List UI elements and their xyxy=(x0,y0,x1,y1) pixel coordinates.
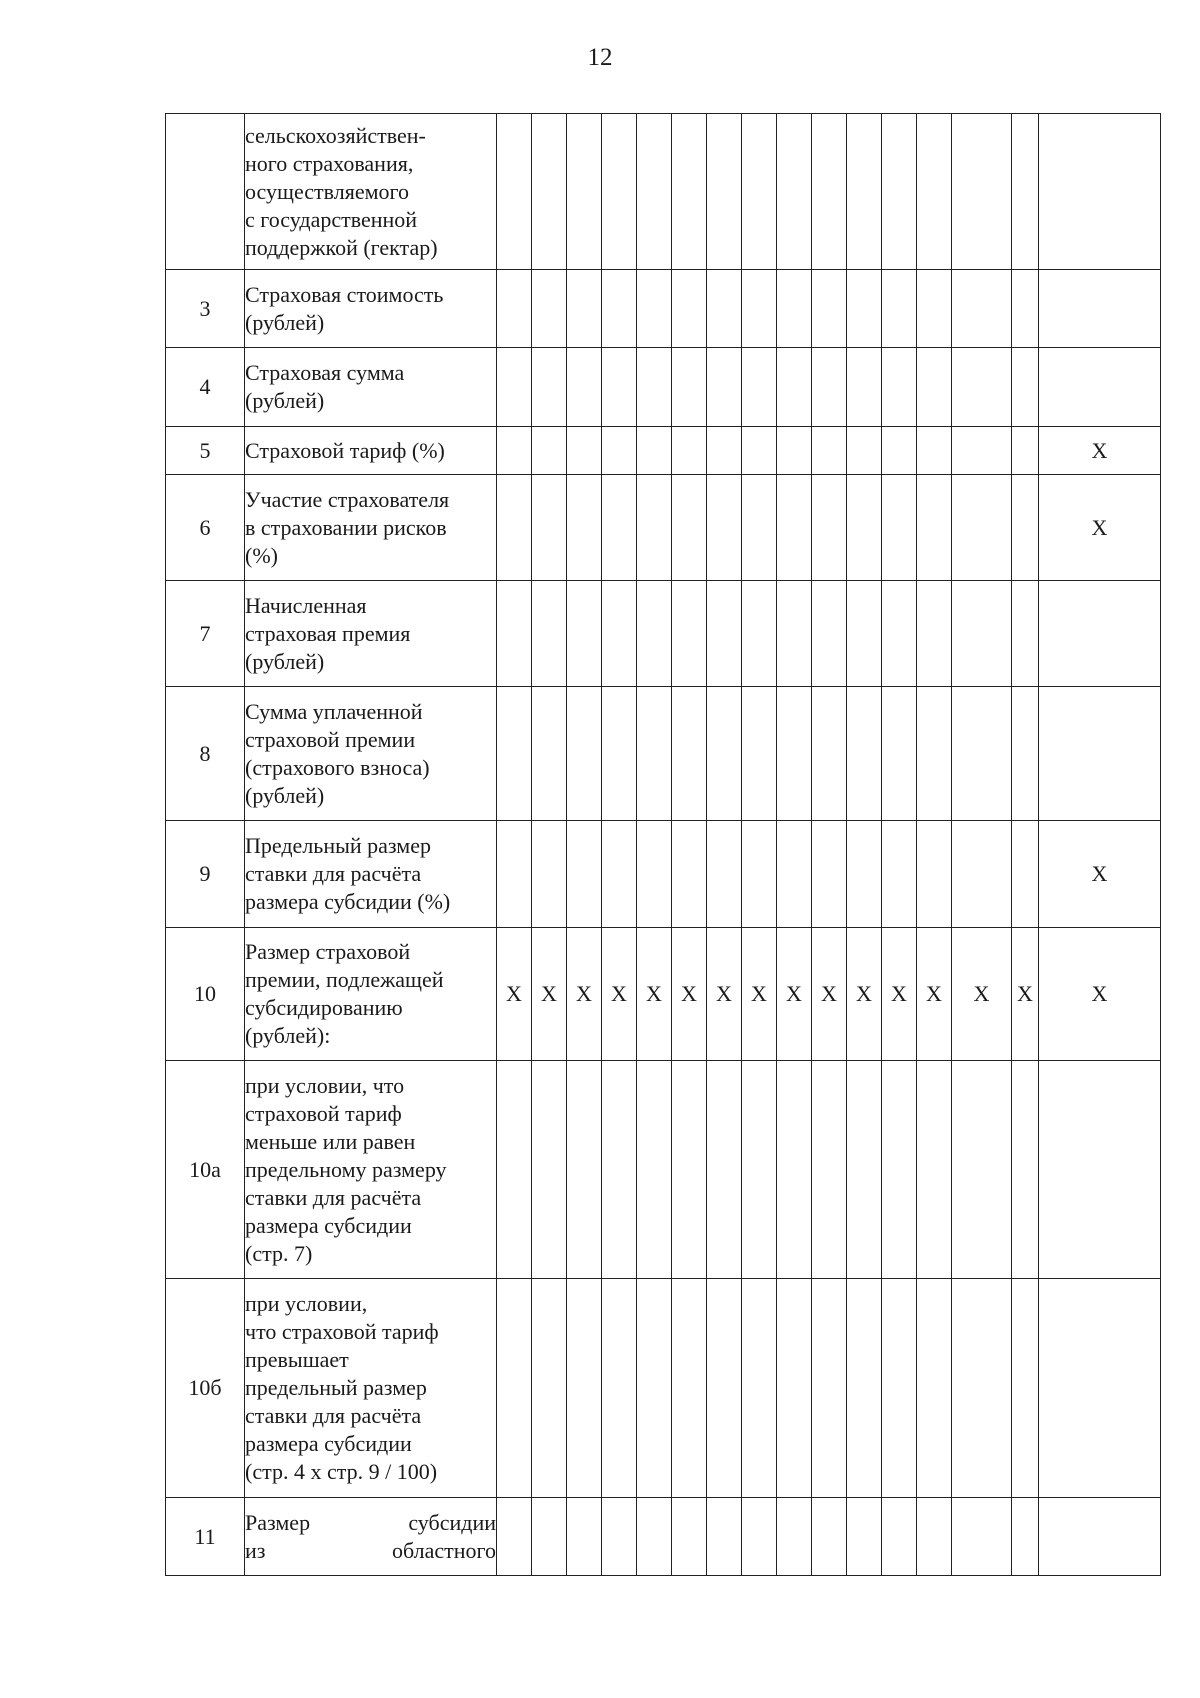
row-number: 10б xyxy=(166,1279,245,1498)
value-cell xyxy=(707,114,742,270)
row-number: 10 xyxy=(166,928,245,1061)
value-cell xyxy=(882,427,917,475)
value-cell xyxy=(812,270,847,348)
value-cell xyxy=(952,114,1012,270)
value-cell xyxy=(847,427,882,475)
value-cell xyxy=(952,821,1012,928)
value-cell xyxy=(847,687,882,821)
x-mark-cell: X xyxy=(777,928,812,1061)
value-cell xyxy=(672,821,707,928)
value-cell xyxy=(777,821,812,928)
value-cell xyxy=(1012,348,1039,427)
row-number: 10а xyxy=(166,1061,245,1279)
value-cell xyxy=(567,821,602,928)
value-cell xyxy=(497,821,532,928)
row-description xyxy=(245,687,497,821)
value-cell xyxy=(1012,270,1039,348)
value-cell xyxy=(812,581,847,687)
value-cell xyxy=(672,1061,707,1279)
value-cell xyxy=(672,1279,707,1498)
value-cell xyxy=(847,348,882,427)
value-cell xyxy=(567,270,602,348)
description-line: предельный размер xyxy=(245,1375,427,1400)
value-cell xyxy=(497,1498,532,1576)
value-cell xyxy=(777,114,812,270)
value-cell xyxy=(777,581,812,687)
row-description xyxy=(245,114,497,270)
value-cell xyxy=(497,427,532,475)
value-cell xyxy=(567,427,602,475)
x-mark-cell: X xyxy=(952,928,1012,1061)
x-mark-cell: X xyxy=(1039,928,1161,1061)
description-line: (рублей): xyxy=(245,1023,331,1048)
x-mark-cell: X xyxy=(1012,928,1039,1061)
table-row xyxy=(166,821,1161,928)
value-cell xyxy=(917,270,952,348)
value-cell xyxy=(602,427,637,475)
value-cell xyxy=(812,114,847,270)
value-cell xyxy=(1039,348,1161,427)
value-cell xyxy=(602,114,637,270)
description-line: размера субсидии (%) xyxy=(245,889,451,914)
value-cell xyxy=(567,1061,602,1279)
value-cell xyxy=(917,1279,952,1498)
value-cell xyxy=(532,114,567,270)
description-line: меньше или равен xyxy=(245,1128,416,1154)
description-line: (рублей) xyxy=(245,388,325,413)
row-number: 4 xyxy=(166,348,245,427)
value-cell xyxy=(637,1061,672,1279)
x-mark-cell: X xyxy=(497,928,532,1061)
description-line: (стр. 4 x стр. 9 / 100) xyxy=(245,1459,438,1484)
value-cell xyxy=(917,1498,952,1576)
x-mark-cell: X xyxy=(847,928,882,1061)
description-line: страховая премия xyxy=(245,620,411,646)
description-line: ного страхования, xyxy=(245,150,414,176)
value-cell xyxy=(497,114,532,270)
description-line: (страхового взноса) xyxy=(245,754,430,780)
x-mark-cell: X xyxy=(917,928,952,1061)
value-cell xyxy=(672,427,707,475)
value-cell xyxy=(812,821,847,928)
value-cell xyxy=(637,1498,672,1576)
value-cell xyxy=(637,114,672,270)
value-cell xyxy=(532,348,567,427)
description-line: размера субсидии xyxy=(245,1212,412,1238)
description-line: при условии, xyxy=(245,1291,368,1316)
subsidy-calculation-table xyxy=(165,113,1161,1576)
value-cell xyxy=(742,348,777,427)
value-cell xyxy=(1039,581,1161,687)
table-row xyxy=(166,581,1161,687)
value-cell xyxy=(952,1061,1012,1279)
value-cell xyxy=(812,1061,847,1279)
value-cell xyxy=(812,1498,847,1576)
description-line: предельному размеру xyxy=(245,1156,447,1182)
value-cell xyxy=(567,1279,602,1498)
row-description xyxy=(245,928,497,1061)
value-cell xyxy=(707,270,742,348)
value-cell xyxy=(847,270,882,348)
x-mark-cell: X xyxy=(637,928,672,1061)
x-mark-cell: X xyxy=(1039,475,1161,581)
value-cell xyxy=(707,1279,742,1498)
value-cell xyxy=(1012,475,1039,581)
value-cell xyxy=(637,1279,672,1498)
value-cell xyxy=(847,821,882,928)
row-number: 5 xyxy=(166,427,245,475)
value-cell xyxy=(532,821,567,928)
description-line: ставки для расчёта xyxy=(245,1184,422,1210)
value-cell xyxy=(532,581,567,687)
value-cell xyxy=(532,270,567,348)
value-cell xyxy=(882,270,917,348)
value-cell xyxy=(1012,581,1039,687)
x-mark-cell: X xyxy=(567,928,602,1061)
value-cell xyxy=(497,1061,532,1279)
value-cell xyxy=(567,1498,602,1576)
value-cell xyxy=(1039,114,1161,270)
value-cell xyxy=(602,475,637,581)
value-cell xyxy=(602,1498,637,1576)
value-cell xyxy=(672,581,707,687)
value-cell xyxy=(882,581,917,687)
value-cell xyxy=(882,1061,917,1279)
x-mark-cell: X xyxy=(882,928,917,1061)
table-row xyxy=(166,114,1161,270)
value-cell xyxy=(847,475,882,581)
value-cell xyxy=(742,270,777,348)
row-description xyxy=(245,1498,497,1576)
x-mark-cell: X xyxy=(707,928,742,1061)
table-row xyxy=(166,427,1161,475)
value-cell xyxy=(1012,427,1039,475)
description-line: с государственной xyxy=(245,206,418,232)
value-cell xyxy=(637,821,672,928)
x-mark-cell: X xyxy=(532,928,567,1061)
value-cell xyxy=(952,581,1012,687)
value-cell xyxy=(742,475,777,581)
value-cell xyxy=(637,348,672,427)
value-cell xyxy=(777,348,812,427)
description-line: ставки для расчёта xyxy=(245,861,422,886)
row-number: 3 xyxy=(166,270,245,348)
value-cell xyxy=(672,270,707,348)
description-line: Предельный размер xyxy=(245,833,431,858)
value-cell xyxy=(882,1498,917,1576)
row-description xyxy=(245,1061,497,1279)
value-cell xyxy=(917,427,952,475)
value-cell xyxy=(882,687,917,821)
value-cell xyxy=(742,1279,777,1498)
row-description xyxy=(245,427,497,475)
value-cell xyxy=(1039,270,1161,348)
value-cell xyxy=(917,475,952,581)
value-cell xyxy=(1039,1061,1161,1279)
value-cell xyxy=(1012,821,1039,928)
description-line: субсидированию xyxy=(245,995,403,1020)
value-cell xyxy=(532,1061,567,1279)
value-cell xyxy=(707,581,742,687)
description-line: Начисленная xyxy=(245,592,367,618)
value-cell xyxy=(1039,687,1161,821)
value-cell xyxy=(672,114,707,270)
value-cell xyxy=(637,270,672,348)
value-cell xyxy=(882,821,917,928)
value-cell xyxy=(742,114,777,270)
value-cell xyxy=(602,1061,637,1279)
value-cell xyxy=(1012,1498,1039,1576)
value-cell xyxy=(742,427,777,475)
value-cell xyxy=(742,581,777,687)
value-cell xyxy=(847,581,882,687)
value-cell xyxy=(847,114,882,270)
value-cell xyxy=(882,114,917,270)
value-cell xyxy=(777,270,812,348)
value-cell xyxy=(812,1279,847,1498)
description-line: при условии, что xyxy=(245,1072,405,1098)
table-row xyxy=(166,475,1161,581)
value-cell xyxy=(777,1061,812,1279)
value-cell xyxy=(742,1498,777,1576)
x-mark-cell: X xyxy=(742,928,777,1061)
value-cell xyxy=(602,270,637,348)
value-cell xyxy=(1012,114,1039,270)
value-cell xyxy=(602,687,637,821)
description-line: размера субсидии xyxy=(245,1431,412,1456)
value-cell xyxy=(532,1279,567,1498)
description-line: Размер страховой xyxy=(245,939,411,964)
value-cell xyxy=(637,687,672,821)
x-mark-cell: X xyxy=(1039,821,1161,928)
page-number: 12 xyxy=(587,44,613,71)
row-number: 6 xyxy=(166,475,245,581)
row-number: 9 xyxy=(166,821,245,928)
value-cell xyxy=(882,348,917,427)
x-mark-cell: X xyxy=(1039,427,1161,475)
value-cell xyxy=(567,114,602,270)
row-description xyxy=(245,270,497,348)
description-line: (рублей) xyxy=(245,309,325,335)
description-line: Размер субсидии xyxy=(245,1509,496,1535)
value-cell xyxy=(952,687,1012,821)
value-cell xyxy=(882,475,917,581)
value-cell xyxy=(707,427,742,475)
value-cell xyxy=(847,1279,882,1498)
value-cell xyxy=(812,687,847,821)
value-cell xyxy=(532,475,567,581)
value-cell xyxy=(707,687,742,821)
value-cell xyxy=(602,821,637,928)
value-cell xyxy=(497,348,532,427)
value-cell xyxy=(777,1279,812,1498)
value-cell xyxy=(917,348,952,427)
value-cell xyxy=(672,348,707,427)
value-cell xyxy=(707,475,742,581)
row-number: 7 xyxy=(166,581,245,687)
value-cell xyxy=(1012,1279,1039,1498)
value-cell xyxy=(777,475,812,581)
value-cell xyxy=(672,687,707,821)
value-cell xyxy=(777,687,812,821)
table-row xyxy=(166,687,1161,821)
value-cell xyxy=(707,1061,742,1279)
row-number: 11 xyxy=(166,1498,245,1576)
value-cell xyxy=(882,1279,917,1498)
value-cell xyxy=(847,1061,882,1279)
value-cell xyxy=(707,1498,742,1576)
value-cell xyxy=(952,348,1012,427)
description-line: из областного xyxy=(245,1537,496,1563)
value-cell xyxy=(497,270,532,348)
description-line: сельскохозяйствен- xyxy=(245,122,426,148)
value-cell xyxy=(637,475,672,581)
value-cell xyxy=(917,821,952,928)
description-line: (стр. 7) xyxy=(245,1240,313,1266)
value-cell xyxy=(672,475,707,581)
value-cell xyxy=(567,348,602,427)
value-cell xyxy=(952,427,1012,475)
x-mark-cell: X xyxy=(672,928,707,1061)
value-cell xyxy=(917,687,952,821)
value-cell xyxy=(602,1279,637,1498)
value-cell xyxy=(567,475,602,581)
row-description xyxy=(245,821,497,928)
value-cell xyxy=(567,687,602,821)
description-line: Страховая сумма xyxy=(245,360,405,385)
value-cell xyxy=(672,1498,707,1576)
description-line: (рублей) xyxy=(245,782,325,808)
value-cell xyxy=(532,687,567,821)
row-number: 8 xyxy=(166,687,245,821)
value-cell xyxy=(497,581,532,687)
x-mark-cell: X xyxy=(812,928,847,1061)
description-line: (рублей) xyxy=(245,648,325,674)
value-cell xyxy=(917,581,952,687)
x-mark-cell: X xyxy=(602,928,637,1061)
value-cell xyxy=(917,114,952,270)
value-cell xyxy=(847,1498,882,1576)
value-cell xyxy=(532,1498,567,1576)
value-cell xyxy=(777,1498,812,1576)
description-line: что страховой тариф xyxy=(245,1319,439,1344)
description-line: поддержкой (гектар) xyxy=(245,234,438,260)
value-cell xyxy=(952,1279,1012,1498)
description-line: страховой премии xyxy=(245,726,416,752)
value-cell xyxy=(707,821,742,928)
value-cell xyxy=(532,427,567,475)
description-line: Страховая стоимость xyxy=(245,281,444,307)
value-cell xyxy=(1012,687,1039,821)
table-row xyxy=(166,1498,1161,1576)
description-line: Сумма уплаченной xyxy=(245,698,423,724)
description-line: (%) xyxy=(245,542,278,568)
table-row xyxy=(166,348,1161,427)
value-cell xyxy=(777,427,812,475)
value-cell xyxy=(497,1279,532,1498)
table-row xyxy=(166,1061,1161,1279)
value-cell xyxy=(952,475,1012,581)
value-cell xyxy=(952,270,1012,348)
description-line: осуществляемого xyxy=(245,178,410,204)
description-line: в страховании рисков xyxy=(245,514,447,540)
table-row xyxy=(166,1279,1161,1498)
value-cell xyxy=(812,475,847,581)
value-cell xyxy=(497,687,532,821)
row-description xyxy=(245,1279,497,1498)
table-row xyxy=(166,270,1161,348)
value-cell xyxy=(742,687,777,821)
value-cell xyxy=(742,821,777,928)
value-cell xyxy=(707,348,742,427)
value-cell xyxy=(497,475,532,581)
value-cell xyxy=(1039,1498,1161,1576)
value-cell xyxy=(812,348,847,427)
value-cell xyxy=(1012,1061,1039,1279)
value-cell xyxy=(567,581,602,687)
description-line: ставки для расчёта xyxy=(245,1403,422,1428)
description-line: страховой тариф xyxy=(245,1100,402,1126)
value-cell xyxy=(917,1061,952,1279)
value-cell xyxy=(602,581,637,687)
value-cell xyxy=(952,1498,1012,1576)
value-cell xyxy=(602,348,637,427)
description-line: Участие страхователя xyxy=(245,486,450,512)
description-line: превышает xyxy=(245,1347,349,1372)
row-description xyxy=(245,581,497,687)
table-row xyxy=(166,928,1161,1061)
description-line: Страховой тариф (%) xyxy=(245,437,445,463)
value-cell xyxy=(812,427,847,475)
row-number xyxy=(166,114,245,270)
value-cell xyxy=(1039,1279,1161,1498)
row-description xyxy=(245,348,497,427)
value-cell xyxy=(637,427,672,475)
value-cell xyxy=(742,1061,777,1279)
description-line: премии, подлежащей xyxy=(245,967,444,992)
value-cell xyxy=(637,581,672,687)
row-description xyxy=(245,475,497,581)
